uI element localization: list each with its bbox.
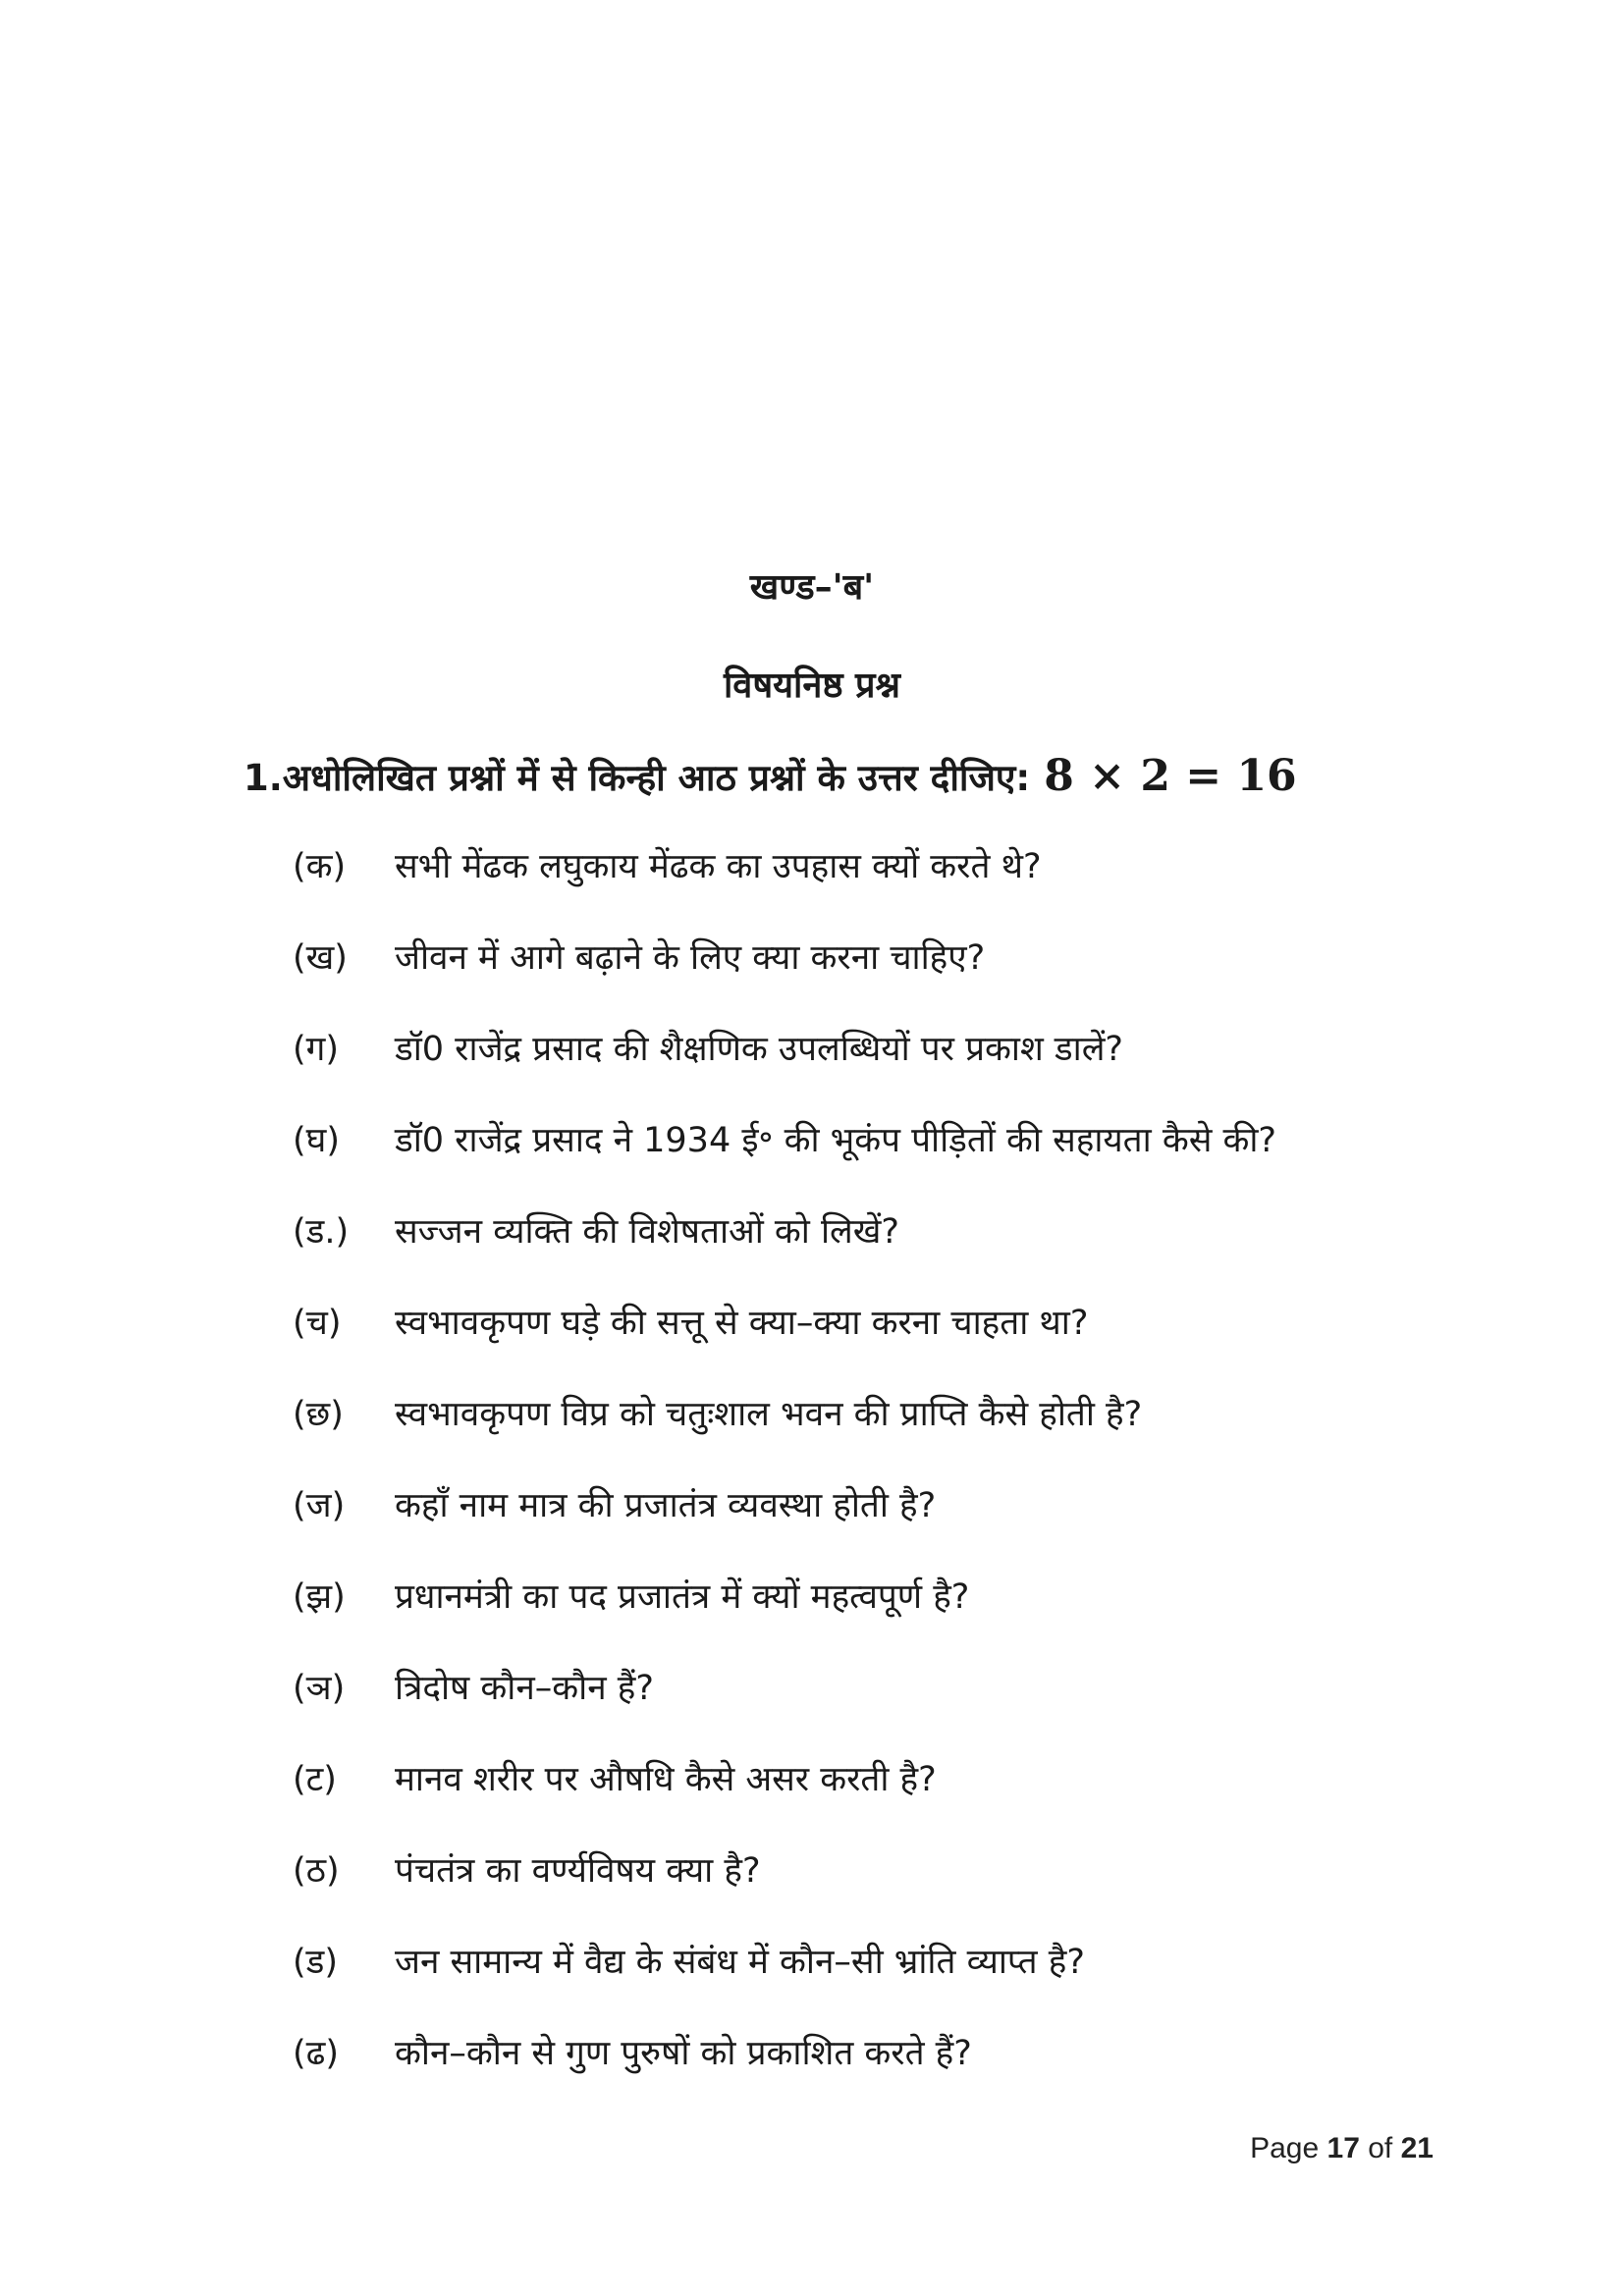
question-label: (ट) [293,1760,337,1799]
question-item [293,1025,1471,1116]
question-label: (ख) [293,938,348,978]
question-text: स्वभावकृपण घड़े की सत्तू से क्या–क्या करना चाहता था? [395,1304,1089,1343]
question-label: (ग) [293,1030,340,1069]
question-text: त्रिदोष कौन–कौन हैं? [395,1669,654,1708]
question-label: (च) [293,1304,342,1343]
question-text: कहाँ नाम मात्र की प्रजातंत्र व्यवस्था होती है? [395,1486,937,1525]
question-instruction [244,751,1520,801]
question-text: जीवन में आगे बढ़ाने के लिए क्या करना चाहिए? [395,938,986,978]
instruction-text: 1.अधोलिखित प्रश्नों में से किन्ही आठ प्रश्नों के उत्तर दीजिए: [244,757,1031,799]
question-text: स्वभावकृपण विप्र को चतुःशाल भवन की प्राप्ति कैसे होती है? [395,1395,1143,1434]
question-item [293,1116,1471,1207]
question-text: डॉ0 राजेंद्र प्रसाद ने 1934 ई॰ की भूकंप पीड़ितों की सहायता कैसे की? [395,1121,1277,1160]
question-item [293,1299,1471,1390]
question-item [293,842,1471,934]
question-item [293,1664,1471,1755]
question-text: सज्जन व्यक्ति की विशेषताओं को लिखें? [395,1212,899,1252]
question-item [293,1846,1471,1938]
question-item [293,934,1471,1025]
question-label: (झ) [293,1577,346,1617]
question-text: प्रधानमंत्री का पद प्रजातंत्र में क्यों महत्वपूर्ण है? [395,1577,970,1617]
of-word: of [1368,2132,1393,2164]
question-label: (ड.) [293,1212,350,1252]
section-subtitle: विषयनिष्ठ प्रश्न [723,666,900,706]
question-item [293,1207,1471,1299]
question-label: (ज) [293,1486,346,1525]
question-label: (ड) [293,1943,339,1982]
question-label: (ञ) [293,1669,346,1708]
question-label: (ठ) [293,1851,340,1891]
page-number [1178,2132,1434,2165]
question-item [293,2029,1471,2120]
question-text: कौन–कौन से गुण पुरुषों को प्रकाशित करते हैं? [395,2034,972,2073]
question-label: (घ) [293,1121,340,1160]
question-label: (छ) [293,1395,344,1434]
question-text: डॉ0 राजेंद्र प्रसाद की शैक्षणिक उपलब्धियों पर प्रकाश डालें? [395,1030,1124,1069]
marks-formula: 8 × 2 = 16 [1044,751,1297,801]
question-text: पंचतंत्र का वर्ण्यविषय क्या है? [395,1851,761,1891]
question-label: (क) [293,847,347,886]
question-item [293,1938,1471,2029]
total-pages: 21 [1400,2132,1434,2164]
question-item [293,1573,1471,1664]
section-title: खण्ड–'ब' [749,567,875,608]
current-page: 17 [1326,2132,1360,2164]
question-item [293,1481,1471,1573]
question-label: (ढ) [293,2034,340,2073]
page-word: Page [1250,2132,1320,2164]
question-item [293,1390,1471,1481]
question-text: सभी मेंढक लघुकाय मेंढक का उपहास क्यों करते थे? [395,847,1042,886]
question-text: जन सामान्य में वैद्य के संबंध में कौन–सी भ्रांति व्याप्त है? [395,1943,1085,1982]
question-list [293,842,1471,2120]
question-item [293,1755,1471,1846]
question-text: मानव शरीर पर औषधि कैसे असर करती है? [395,1760,937,1799]
